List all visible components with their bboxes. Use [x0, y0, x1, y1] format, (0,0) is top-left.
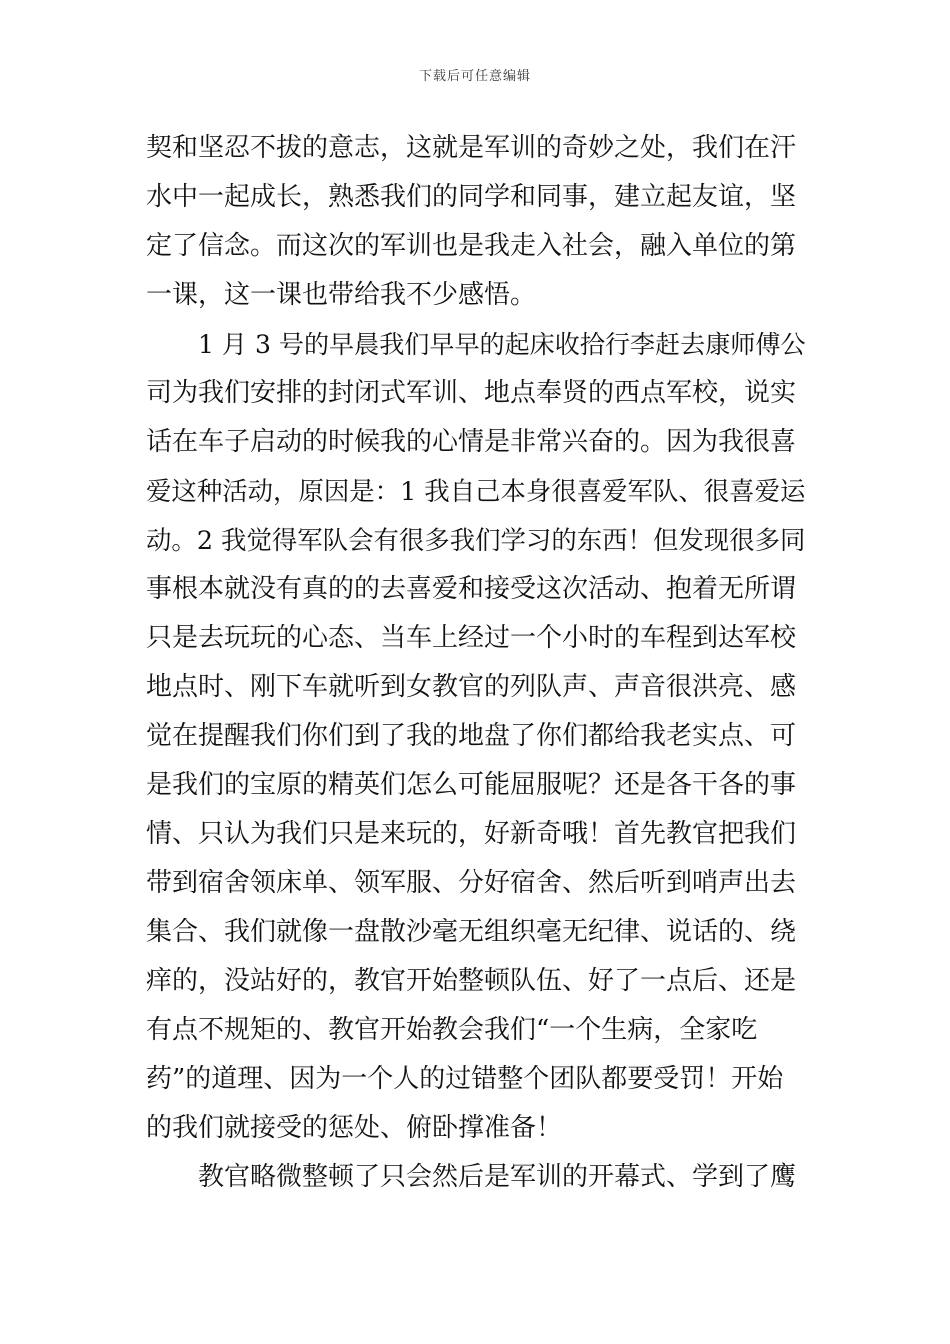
text-line: 有点不规矩的、教官开始教会我们“一个生病，全家吃 [146, 1015, 758, 1045]
text-line: 教官略微整顿了只会然后是军训的开幕式、学到了鹰 [198, 1162, 797, 1192]
text-line: 觉在提醒我们你们到了我的地盘了你们都给我老实点、可 [146, 721, 797, 751]
page-header: 下载后可任意编辑 [418, 69, 531, 84]
text-line: 事根本就没有真的的去喜爱和接受这次活动、抱着无所谓 [146, 574, 797, 604]
text-line: 地点时、刚下车就听到女教官的列队声、声音很洪亮、感 [146, 672, 797, 702]
text-line: 1 月 3 号的早晨我们早早的起床收拾行李赶去康师傅公 [198, 330, 806, 359]
text-line: 的我们就接受的惩处、俯卧撑准备！ [146, 1113, 563, 1143]
text-line: 药”的道理、因为一个人的过错整个团队都要受罚！开始 [146, 1064, 784, 1094]
text-line: 只是去玩玩的心态、当车上经过一个小时的车程到达军校 [146, 623, 797, 653]
text-line: 契和坚忍不拔的意志，这就是军训的奇妙之处，我们在汗 [146, 133, 797, 163]
text-line: 爱这种活动，原因是：1 我自己本身很喜爱军队、很喜爱运 [146, 476, 806, 506]
text-line: 司为我们安排的封闭式军训、地点奉贤的西点军校，说实 [146, 378, 797, 408]
text-line: 动。2 我觉得军队会有很多我们学习的东西！但发现很多同 [146, 525, 806, 555]
text-line: 话在车子启动的时候我的心情是非常兴奋的。因为我很喜 [146, 427, 797, 457]
text-line: 是我们的宝原的精英们怎么可能屈服呢？还是各干各的事 [146, 770, 797, 800]
text-line: 带到宿舍领床单、领军服、分好宿舍、然后听到哨声出去 [146, 868, 797, 898]
text-line: 情、只认为我们只是来玩的，好新奇哦！首先教官把我们 [146, 819, 797, 849]
text-line: 集合、我们就像一盘散沙毫无组织毫无纪律、说话的、绕 [146, 917, 797, 947]
text-line: 水中一起成长，熟悉我们的同学和同事，建立起友谊，坚 [146, 182, 797, 212]
text-line: 一课，这一课也带给我不少感悟。 [146, 280, 537, 310]
document-body [146, 124, 806, 1202]
text-line: 定了信念。而这次的军训也是我走入社会，融入单位的第 [146, 231, 797, 261]
text-line: 痒的，没站好的，教官开始整顿队伍、好了一点后、还是 [146, 966, 797, 996]
